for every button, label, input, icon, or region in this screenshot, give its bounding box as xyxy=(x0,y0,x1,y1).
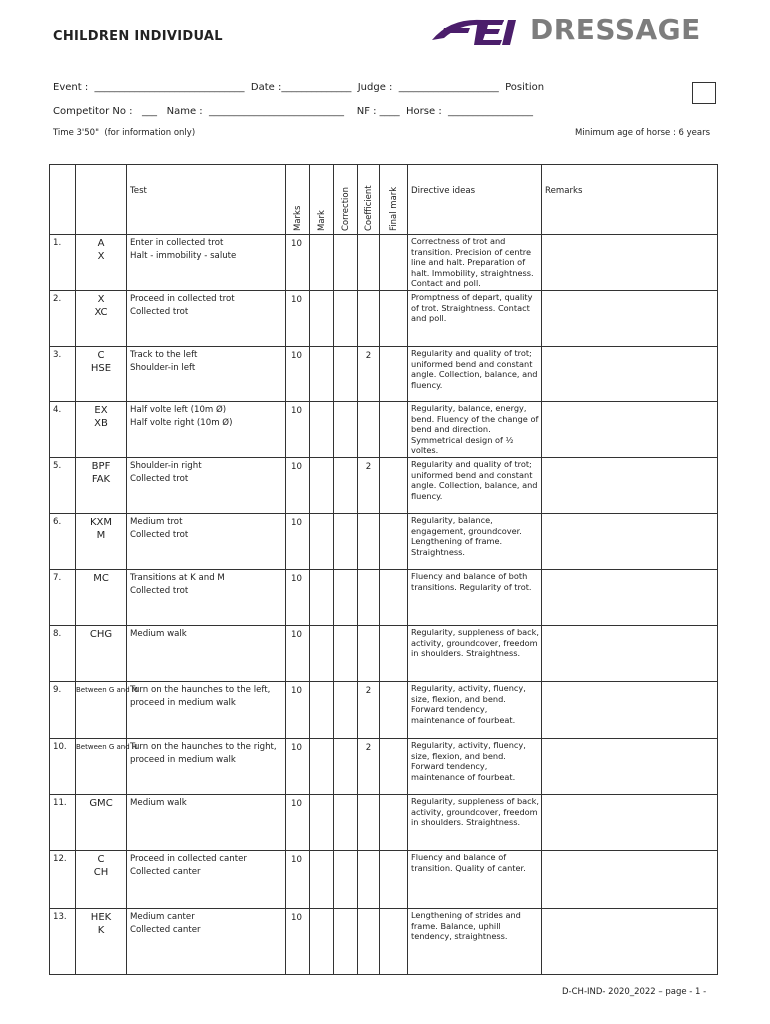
movement-number: 8. xyxy=(50,626,76,682)
mark-cell[interactable] xyxy=(310,570,334,626)
mark-cell[interactable] xyxy=(310,626,334,682)
max-marks: 10 xyxy=(286,402,310,458)
movement-letter: X xyxy=(97,251,105,262)
movement-letter: GMC xyxy=(89,798,113,809)
directive-ideas: Lengthening of strides and frame. Balance, uphill tendency, straightness. xyxy=(408,909,542,975)
movement-number: 2. xyxy=(50,291,76,347)
directive-ideas: Regularity and quality of trot; uniformed bend and constant angle. Collection, balance, and fluency. xyxy=(408,458,542,514)
final-mark-header: Final mark xyxy=(380,165,408,235)
remarks-cell[interactable] xyxy=(542,682,718,739)
correction-cell[interactable] xyxy=(334,514,358,570)
max-marks: 10 xyxy=(286,235,310,291)
test-description xyxy=(127,626,286,682)
test-header: Test xyxy=(127,165,286,235)
remarks-cell[interactable] xyxy=(542,514,718,570)
movement-number: 1. xyxy=(50,235,76,291)
max-marks: 10 xyxy=(286,291,310,347)
coefficient-value: 2 xyxy=(358,682,380,739)
correction-cell[interactable] xyxy=(334,402,358,458)
test-line: Medium walk xyxy=(130,798,187,808)
directive-ideas: Regularity and quality of trot; uniformed bend and constant angle. Collection, balance, and fluency. xyxy=(408,347,542,402)
marks-header: Marks xyxy=(286,165,310,235)
movement-letter: HEK xyxy=(90,912,112,923)
movement-letters xyxy=(76,626,127,682)
movement-letter: EX xyxy=(94,405,108,416)
movement-letter: K xyxy=(97,925,105,936)
directive-ideas: Regularity, suppleness of back, activity, groundcover, freedom in shoulders. Straightness. xyxy=(408,626,542,682)
correction-cell[interactable] xyxy=(334,795,358,851)
coefficient-value xyxy=(358,402,380,458)
movement-letter: MC xyxy=(93,573,109,584)
table-row xyxy=(50,402,718,458)
max-marks: 10 xyxy=(286,909,310,975)
table-row xyxy=(50,347,718,402)
movement-number: 10. xyxy=(50,739,76,795)
test-line: Shoulder-in right xyxy=(130,461,202,471)
max-marks: 10 xyxy=(286,458,310,514)
max-marks: 10 xyxy=(286,682,310,739)
movement-letters xyxy=(76,739,138,795)
movement-letters xyxy=(76,402,127,458)
final-mark-cell[interactable] xyxy=(380,795,408,851)
event-date-judge-line: Event : ______________________________ Date :______________ Judge : ____________________ Position xyxy=(53,82,545,93)
mark-cell[interactable] xyxy=(310,291,334,347)
directive-ideas: Regularity, balance, energy, bend. Fluency of the change of bend and direction. Symmetrical design of ½ voltes. xyxy=(408,402,542,458)
table-row xyxy=(50,235,718,291)
test-line: Halt - immobility - salute xyxy=(130,251,237,261)
page-footer: D-CH-IND- 2020_2022 – page - 1 - xyxy=(562,987,707,997)
mark-cell[interactable] xyxy=(310,682,334,739)
test-line: Turn on the haunches to the right, xyxy=(130,742,277,752)
table-row xyxy=(50,739,718,795)
directive-header: Directive ideas xyxy=(408,165,542,235)
mark-cell[interactable] xyxy=(310,909,334,975)
test-description xyxy=(127,682,286,739)
movement-letter: Between G and M xyxy=(76,686,138,694)
test-description xyxy=(127,402,286,458)
table-row xyxy=(50,851,718,909)
test-description xyxy=(127,347,286,402)
table-row xyxy=(50,570,718,626)
table-row xyxy=(50,795,718,851)
max-marks: 10 xyxy=(286,347,310,402)
final-mark-cell[interactable] xyxy=(380,851,408,909)
max-marks: 10 xyxy=(286,739,310,795)
test-line: Proceed in collected trot xyxy=(130,294,235,304)
remarks-cell[interactable] xyxy=(542,347,718,402)
directive-ideas: Promptness of depart, quality of trot. Straightness. Contact and poll. xyxy=(408,291,542,347)
mark-cell[interactable] xyxy=(310,347,334,402)
mark-cell[interactable] xyxy=(310,458,334,514)
movement-letter: C xyxy=(97,854,105,865)
final-mark-cell[interactable] xyxy=(380,514,408,570)
test-line: proceed in medium walk xyxy=(130,755,236,765)
test-line: Enter in collected trot xyxy=(130,238,224,248)
movement-letters xyxy=(76,514,127,570)
movement-letters xyxy=(76,909,127,975)
mark-cell[interactable] xyxy=(310,402,334,458)
correction-cell[interactable] xyxy=(334,909,358,975)
remarks-cell[interactable] xyxy=(542,795,718,851)
correction-cell[interactable] xyxy=(334,739,358,795)
test-description xyxy=(127,458,286,514)
movement-letters xyxy=(76,235,127,291)
mark-cell[interactable] xyxy=(310,739,334,795)
movement-letter: A xyxy=(97,238,105,249)
movement-letters xyxy=(76,458,127,514)
position-box[interactable] xyxy=(692,82,716,104)
final-mark-cell[interactable] xyxy=(380,402,408,458)
movement-letter: M xyxy=(96,530,106,541)
correction-cell[interactable] xyxy=(334,235,358,291)
table-row xyxy=(50,909,718,975)
mark-cell[interactable] xyxy=(310,514,334,570)
movement-letter: C xyxy=(97,350,105,361)
correction-cell[interactable] xyxy=(334,626,358,682)
movement-letter: X xyxy=(97,294,105,305)
correction-header: Correction xyxy=(334,165,358,235)
movement-number: 12. xyxy=(50,851,76,909)
coefficient-value xyxy=(358,514,380,570)
remarks-cell[interactable] xyxy=(542,739,718,795)
test-line: Turn on the haunches to the left, xyxy=(130,685,271,695)
movement-letter: FAK xyxy=(91,474,111,485)
movement-letters xyxy=(76,682,138,739)
movement-letter: XC xyxy=(94,307,108,318)
remarks-cell[interactable] xyxy=(542,626,718,682)
movement-letters xyxy=(76,851,127,909)
movement-number: 7. xyxy=(50,570,76,626)
coefficient-value xyxy=(358,909,380,975)
max-marks: 10 xyxy=(286,570,310,626)
test-description xyxy=(127,570,286,626)
test-line: Collected trot xyxy=(130,474,189,484)
remarks-cell[interactable] xyxy=(542,570,718,626)
correction-cell[interactable] xyxy=(334,851,358,909)
test-line: Collected trot xyxy=(130,530,189,540)
test-line: Transitions at K and M xyxy=(130,573,225,583)
test-line: Track to the left xyxy=(130,350,198,360)
test-description xyxy=(127,235,286,291)
final-mark-cell[interactable] xyxy=(380,909,408,975)
test-description xyxy=(127,514,286,570)
table-row xyxy=(50,626,718,682)
coefficient-value: 2 xyxy=(358,347,380,402)
coefficient-value: 2 xyxy=(358,739,380,795)
final-mark-cell[interactable] xyxy=(380,739,408,795)
final-mark-cell[interactable] xyxy=(380,347,408,402)
max-marks: 10 xyxy=(286,514,310,570)
movement-letter: XB xyxy=(94,418,108,429)
test-line: Medium walk xyxy=(130,629,187,639)
test-line: Collected canter xyxy=(130,867,201,877)
movement-number: 5. xyxy=(50,458,76,514)
test-line: proceed in medium walk xyxy=(130,698,236,708)
coefficient-value xyxy=(358,851,380,909)
remarks-cell[interactable] xyxy=(542,402,718,458)
score-table xyxy=(49,164,718,975)
final-mark-cell[interactable] xyxy=(380,626,408,682)
remarks-cell[interactable] xyxy=(542,909,718,975)
max-marks: 10 xyxy=(286,851,310,909)
test-line: Collected trot xyxy=(130,307,189,317)
mark-cell[interactable] xyxy=(310,235,334,291)
movement-letter: HSE xyxy=(90,363,112,374)
svg-text:™: ™ xyxy=(500,20,505,26)
test-line: Medium canter xyxy=(130,912,195,922)
movement-letter: CHG xyxy=(89,629,113,640)
directive-ideas: Regularity, suppleness of back, activity, groundcover, freedom in shoulders. Straightness. xyxy=(408,795,542,851)
test-line: Half volte right (10m Ø) xyxy=(130,418,233,428)
competitor-line: Competitor No : ___ Name : ___________________________ NF : ____ Horse : _________________ xyxy=(53,106,534,117)
directive-ideas: Regularity, balance, engagement, groundcover. Lengthening of frame. Straightness. xyxy=(408,514,542,570)
mark-cell[interactable] xyxy=(310,795,334,851)
table-row xyxy=(50,514,718,570)
test-line: Proceed in collected canter xyxy=(130,854,247,864)
movement-letter: BPF xyxy=(91,461,111,472)
minimum-age: Minimum age of horse : 6 years xyxy=(575,128,711,138)
directive-ideas: Fluency and balance of both transitions. Regularity of trot. xyxy=(408,570,542,626)
table-row xyxy=(50,682,718,739)
coefficient-value xyxy=(358,291,380,347)
coefficient-value xyxy=(358,235,380,291)
final-mark-cell[interactable] xyxy=(380,235,408,291)
remarks-cell[interactable] xyxy=(542,458,718,514)
test-line: Half volte left (10m Ø) xyxy=(130,405,227,415)
test-description xyxy=(127,291,286,347)
final-mark-cell[interactable] xyxy=(380,682,408,739)
movement-number: 9. xyxy=(50,682,76,739)
directive-ideas: Regularity, activity, fluency, size, flexion, and bend. Forward tendency, maintenance of fourbeat. xyxy=(408,682,542,739)
coefficient-value: 2 xyxy=(358,458,380,514)
correction-cell[interactable] xyxy=(334,682,358,739)
movement-number: 11. xyxy=(50,795,76,851)
movement-letters xyxy=(76,291,127,347)
coefficient-value xyxy=(358,626,380,682)
test-description xyxy=(127,851,286,909)
mark-header: Mark xyxy=(310,165,334,235)
test-line: Collected canter xyxy=(130,925,201,935)
test-line: Medium trot xyxy=(130,517,183,527)
time-info: Time 3'50" (for information only) xyxy=(53,128,196,138)
test-description xyxy=(127,909,286,975)
test-description xyxy=(127,795,286,851)
final-mark-cell[interactable] xyxy=(380,291,408,347)
movement-letter: KXM xyxy=(89,517,113,528)
table-row xyxy=(50,458,718,514)
movement-letter: CH xyxy=(93,867,109,878)
coefficient-value xyxy=(358,570,380,626)
directive-ideas: Regularity, activity, fluency, size, flexion, and bend. Forward tendency, maintenance of fourbeat. xyxy=(408,739,542,795)
movement-letters xyxy=(76,347,127,402)
final-mark-cell[interactable] xyxy=(380,458,408,514)
correction-cell[interactable] xyxy=(334,291,358,347)
movement-number: 6. xyxy=(50,514,76,570)
test-line: Shoulder-in left xyxy=(130,363,196,373)
directive-ideas: Correctness of trot and transition. Precision of centre line and halt. Preparation of halt. Immobility, straightness. Contact and poll. xyxy=(408,235,542,291)
max-marks: 10 xyxy=(286,626,310,682)
correction-cell[interactable] xyxy=(334,347,358,402)
max-marks: 10 xyxy=(286,795,310,851)
remarks-cell[interactable] xyxy=(542,291,718,347)
mark-cell[interactable] xyxy=(310,851,334,909)
num-header xyxy=(50,165,76,235)
brand-name: DRESSAGE xyxy=(530,13,701,46)
correction-cell[interactable] xyxy=(334,570,358,626)
coefficient-header: Coefficient xyxy=(358,165,380,235)
remarks-header: Remarks xyxy=(542,165,718,235)
test-description xyxy=(127,739,286,795)
movement-letters xyxy=(76,570,127,626)
movement-letters xyxy=(76,795,127,851)
movement-number: 4. xyxy=(50,402,76,458)
remarks-cell[interactable] xyxy=(542,851,718,909)
remarks-cell[interactable] xyxy=(542,235,718,291)
final-mark-cell[interactable] xyxy=(380,570,408,626)
directive-ideas: Fluency and balance of transition. Quality of canter. xyxy=(408,851,542,909)
sheet-title: CHILDREN INDIVIDUAL xyxy=(53,29,223,44)
movement-header xyxy=(76,165,127,235)
table-row xyxy=(50,291,718,347)
coefficient-value xyxy=(358,795,380,851)
movement-number: 13. xyxy=(50,909,76,975)
movement-number: 3. xyxy=(50,347,76,402)
movement-letter: Between G and H xyxy=(76,743,138,751)
test-line: Collected trot xyxy=(130,586,189,596)
correction-cell[interactable] xyxy=(334,458,358,514)
